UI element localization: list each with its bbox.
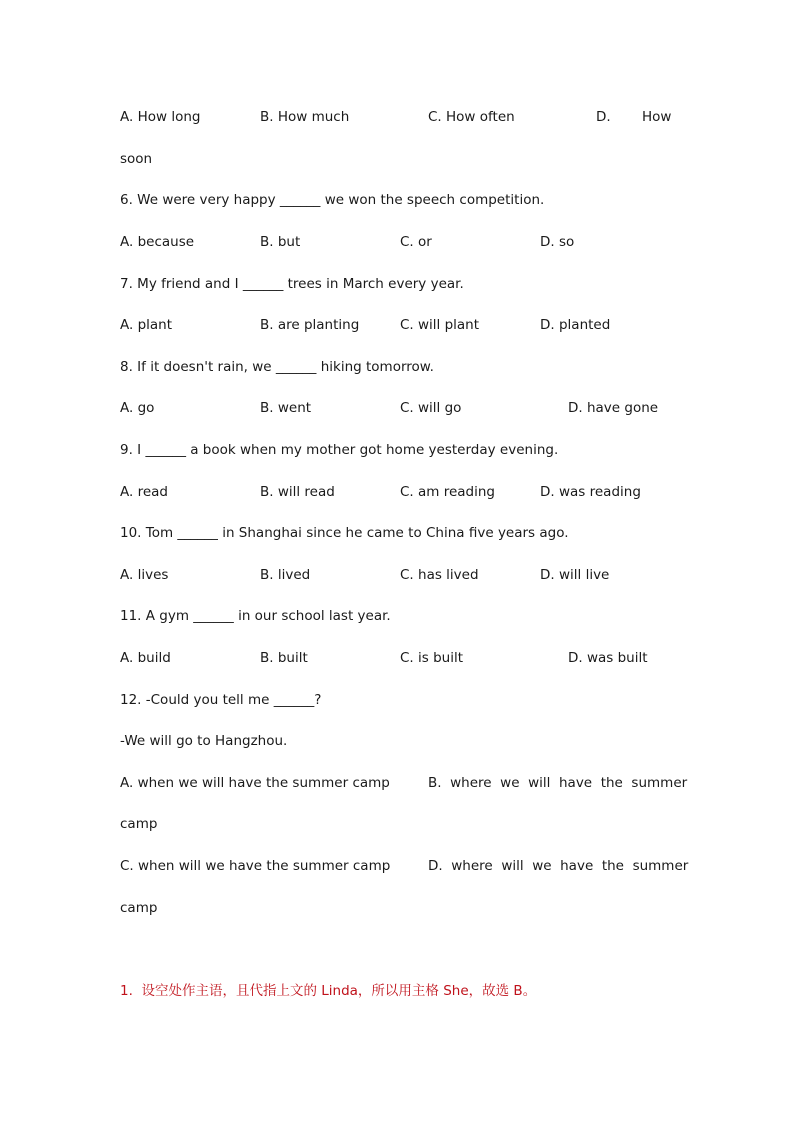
q6-option-b: B. but: [260, 234, 301, 250]
q9-option-c: C. am reading: [400, 484, 496, 500]
q12-option-d: D. where will we have the summer: [428, 858, 689, 874]
q5-option-d-wrap: soon: [120, 151, 153, 167]
q5-option-b: B. How much: [260, 109, 350, 125]
q8-option-d: D. have gone: [568, 400, 659, 416]
answer-explanation-1: 1. 设空处作主语，且代指上文的 Linda，所以用主格 She，故选 B。: [120, 983, 537, 999]
q5-option-d-word: How: [642, 109, 672, 125]
q5-option-c: C. How often: [428, 109, 515, 125]
q8-option-a: A. go: [120, 400, 155, 416]
q12-reply: -We will go to Hangzhou.: [120, 733, 288, 749]
q5-option-a: A. How long: [120, 109, 201, 125]
q11-option-c: C. is built: [400, 650, 464, 666]
q10-option-c: C. has lived: [400, 567, 479, 583]
q9-option-a: A. read: [120, 484, 168, 500]
q7-option-d: D. planted: [540, 317, 611, 333]
q7-option-b: B. are planting: [260, 317, 360, 333]
q6-option-a: A. because: [120, 234, 195, 250]
q6-stem: 6. We were very happy ______ we won the speech competition.: [120, 192, 545, 208]
q8-option-c: C. will go: [400, 400, 462, 416]
q6-option-d: D. so: [540, 234, 575, 250]
q8-option-b: B. went: [260, 400, 312, 416]
q12-option-b-wrap: camp: [120, 816, 158, 832]
q12-option-d-wrap: camp: [120, 900, 158, 916]
q11-option-d: D. was built: [568, 650, 648, 666]
q5-option-d-prefix: D.: [596, 109, 611, 125]
q11-option-b: B. built: [260, 650, 308, 666]
q12-option-b: B. where we will have the summer: [428, 775, 688, 791]
q8-stem: 8. If it doesn't rain, we ______ hiking tomorrow.: [120, 359, 434, 375]
q10-stem: 10. Tom ______ in Shanghai since he came to China five years ago.: [120, 525, 569, 541]
q9-stem: 9. I ______ a book when my mother got home yesterday evening.: [120, 442, 559, 458]
q12-option-c: C. when will we have the summer camp: [120, 858, 391, 874]
q9-option-d: D. was reading: [540, 484, 641, 500]
q6-option-c: C. or: [400, 234, 432, 250]
q10-option-a: A. lives: [120, 567, 169, 583]
q7-option-c: C. will plant: [400, 317, 480, 333]
q10-option-b: B. lived: [260, 567, 311, 583]
q9-option-b: B. will read: [260, 484, 335, 500]
q7-stem: 7. My friend and I ______ trees in March every year.: [120, 276, 464, 292]
q12-option-a: A. when we will have the summer camp: [120, 775, 390, 791]
q10-option-d: D. will live: [540, 567, 610, 583]
q11-option-a: A. build: [120, 650, 171, 666]
q11-stem: 11. A gym ______ in our school last year.: [120, 608, 391, 624]
q7-option-a: A. plant: [120, 317, 173, 333]
q12-stem: 12. -Could you tell me ______?: [120, 692, 322, 708]
